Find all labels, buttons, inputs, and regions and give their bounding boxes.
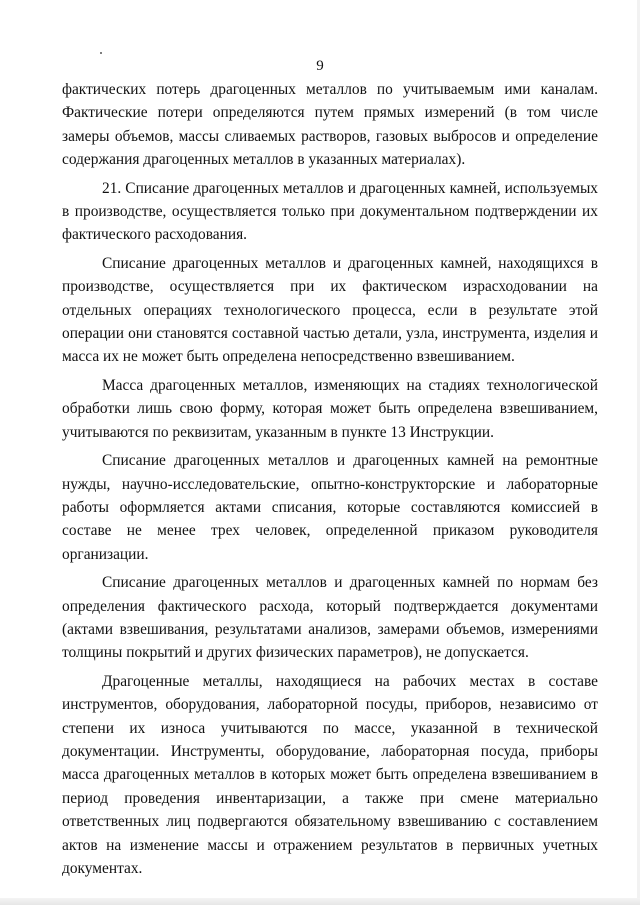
page-number: 9 [316,58,324,74]
paragraph-item-21: 21. Списание драгоценных металлов и драгоценных камней, используемых в производстве, осуществляется только при документальном подтверждении их фактического расходования. [62,179,598,244]
paragraph-writeoff-norms: Списание драгоценных металлов и драгоценных камней по нормам без определения фактического расхода, который подтверждается документами (актами взвешивания, результатами анализов, замерами объемов, измерениями толщины покрытий и других физических параметров), не допускается. [62,574,598,662]
paragraph-continuation: фактических потерь драгоценных металлов по учитываемым ими каналам. Фактические потери определяются путем прямых измерений (в том числе замеры объемов, массы сливаемых растворов, газовых выбросов и определение содержания драгоценных металлов в указанных материалах). [62,81,598,169]
scan-bottom-edge [0,898,640,905]
scan-speck [100,52,102,54]
paragraph-writeoff-production: Списание драгоценных металлов и драгоценных камней, находящихся в производстве, осуществляется при их фактическом израсходовании на отдельных операциях технологического процесса, если в результате этой операции они становятся составной частью детали, узла, инструмента, изделия и масса их не может быть определена непосредственно взвешиванием. [62,254,598,366]
paragraph-workplace-metals: Драгоценные металлы, находящиеся на рабочих местах в составе инструментов, оборудования, лабораторной посуды, приборов, независимо от степени их износа учитываются по массе, указанной в технической документации. Инструменты, оборудование, лабораторная посуда, приборы масса драгоценных металлов в которых может быть определена взвешиванием в период проведения инвентаризации, а также при смене материально ответственных лиц подвергаются обязательному взвешиванию с составлением актов на изменение массы и отражением результатов в первичных учетных документах. [62,672,598,877]
document-body [62,78,598,880]
paragraph-mass-form: Масса драгоценных металлов, изменяющих на стадиях технологической обработки лишь свою форму, которая может быть определена взвешиванием, учитываются по реквизитам, указанным в пункте 13 Инструкции. [62,376,598,441]
paragraph-writeoff-repair: Списание драгоценных металлов и драгоценных камней на ремонтные нужды, научно-исследовательские, опытно-конструкторские и лабораторные работы оформляется актами списания, которые составляются комиссией в составе не менее трех человек, определенной приказом руководителя организации. [62,452,598,563]
